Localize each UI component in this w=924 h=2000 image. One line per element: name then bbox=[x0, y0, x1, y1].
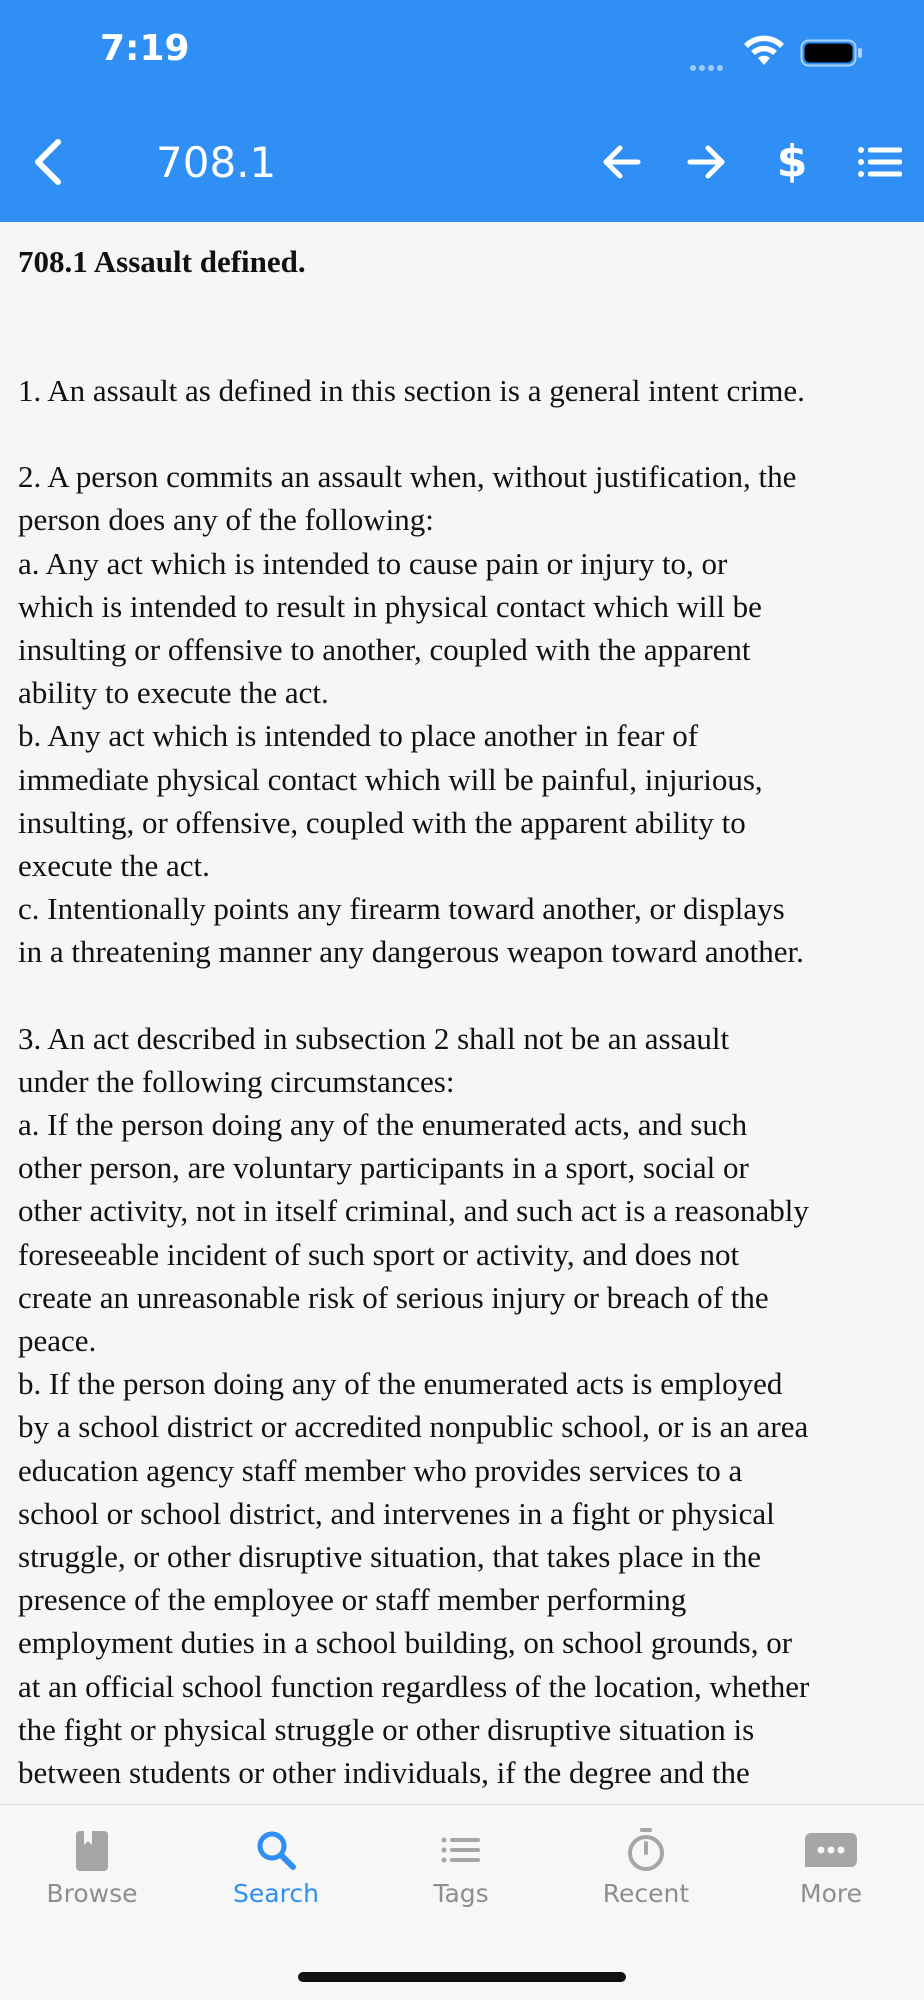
arrow-right-icon bbox=[678, 134, 734, 190]
text-line: struggle, or other disruptive situation, that takes place in the bbox=[18, 1539, 761, 1575]
stopwatch-icon bbox=[621, 1825, 671, 1875]
navigation-bar bbox=[0, 112, 924, 212]
text-line: person does any of the following: bbox=[18, 502, 434, 538]
text-line: 2. A person commits an assault when, without justification, the bbox=[18, 459, 797, 495]
text-line: 3. An act described in subsection 2 shall not be an assault bbox=[18, 1020, 730, 1056]
tab-label: More bbox=[800, 1879, 862, 1908]
text-line: the fight or physical struggle or other disruptive situation is bbox=[18, 1711, 755, 1747]
section-content bbox=[0, 222, 924, 1804]
back-button[interactable] bbox=[22, 132, 82, 192]
text-line: ability to execute the act. bbox=[18, 675, 329, 711]
text-line: peace. bbox=[18, 1323, 97, 1359]
tab-bar bbox=[0, 1804, 924, 2000]
text-line: other activity, not in itself criminal, and such act is a reasonably bbox=[18, 1193, 809, 1229]
text-line: 1. An assault as defined in this section is a general intent crime. bbox=[18, 373, 805, 408]
cellular-signal-icon bbox=[690, 58, 726, 76]
text-line: b. Any act which is intended to place another in fear of bbox=[18, 718, 699, 754]
text-line: create an unreasonable risk of serious injury or breach of the bbox=[18, 1279, 769, 1315]
text-line: a. If the person doing any of the enumerated acts, and such bbox=[18, 1107, 748, 1143]
section-paragraph bbox=[18, 1017, 914, 1838]
section-heading: 708.1 Assault defined. bbox=[18, 244, 306, 279]
battery-icon bbox=[800, 39, 864, 67]
tab-label: Tags bbox=[433, 1879, 489, 1908]
text-line: foreseeable incident of such sport or activity, and does not bbox=[18, 1236, 740, 1272]
text-line: execute the act. bbox=[18, 848, 210, 884]
text-line: school or school district, and intervenes in a fight or physical bbox=[18, 1495, 775, 1531]
book-icon bbox=[72, 1825, 112, 1875]
text-line: insulting, or offensive, coupled with the apparent ability to bbox=[18, 804, 746, 840]
list-icon bbox=[436, 1825, 486, 1875]
text-line: which is intended to result in physical contact which will be bbox=[18, 588, 762, 624]
arrow-left-icon bbox=[594, 134, 650, 190]
text-line: in a threatening manner any dangerous weapon toward another. bbox=[18, 934, 804, 970]
status-indicators bbox=[690, 34, 900, 74]
text-line: employment duties in a school building, on school grounds, or bbox=[18, 1625, 793, 1661]
tab-browse[interactable] bbox=[0, 1825, 184, 1915]
text-line: at an official school function regardless of the location, whether bbox=[18, 1668, 810, 1704]
page-title: 708.1 bbox=[156, 138, 277, 187]
text-line: under the following circumstances: bbox=[18, 1063, 455, 1099]
tab-more[interactable] bbox=[739, 1825, 923, 1915]
text-line: c. Intentionally points any firearm toward another, or displays bbox=[18, 891, 785, 927]
text-line: immediate physical contact which will be painful, injurious, bbox=[18, 761, 763, 797]
section-body bbox=[18, 369, 914, 1838]
text-line: by a school district or accredited nonpublic school, or is an area bbox=[18, 1409, 809, 1445]
more-dots-icon bbox=[801, 1825, 861, 1875]
text-line: between students or other individuals, if the degree and the bbox=[18, 1755, 750, 1791]
chevron-left-icon bbox=[22, 132, 82, 192]
purchase-button[interactable] bbox=[764, 134, 820, 190]
tab-search[interactable] bbox=[184, 1825, 368, 1915]
status-time: 7:19 bbox=[100, 28, 190, 69]
text-line: b. If the person doing any of the enumerated acts is employed bbox=[18, 1366, 783, 1402]
section-paragraph bbox=[18, 369, 914, 412]
text-line: presence of the employee or staff member performing bbox=[18, 1582, 687, 1618]
previous-section-button[interactable] bbox=[594, 134, 650, 190]
section-paragraph bbox=[18, 455, 914, 973]
tab-label: Recent bbox=[602, 1879, 690, 1908]
list-icon bbox=[852, 134, 908, 190]
tab-label: Browse bbox=[46, 1879, 138, 1908]
tab-tags[interactable] bbox=[369, 1825, 553, 1915]
table-of-contents-button[interactable] bbox=[852, 134, 908, 190]
text-line: a. Any act which is intended to cause pain or injury to, or bbox=[18, 545, 728, 581]
search-icon bbox=[251, 1825, 301, 1875]
text-line: insulting or offensive to another, coupled with the apparent bbox=[18, 632, 751, 668]
app-header bbox=[0, 0, 924, 222]
dollar-icon: $ bbox=[776, 136, 808, 187]
text-line: education agency staff member who provides services to a bbox=[18, 1452, 743, 1488]
home-indicator bbox=[298, 1972, 626, 1982]
text-line: other person, are voluntary participants in a sport, social or bbox=[18, 1150, 749, 1186]
tab-label: Search bbox=[233, 1879, 319, 1908]
wifi-icon bbox=[742, 34, 786, 68]
next-section-button[interactable] bbox=[678, 134, 734, 190]
tab-recent[interactable] bbox=[554, 1825, 738, 1915]
